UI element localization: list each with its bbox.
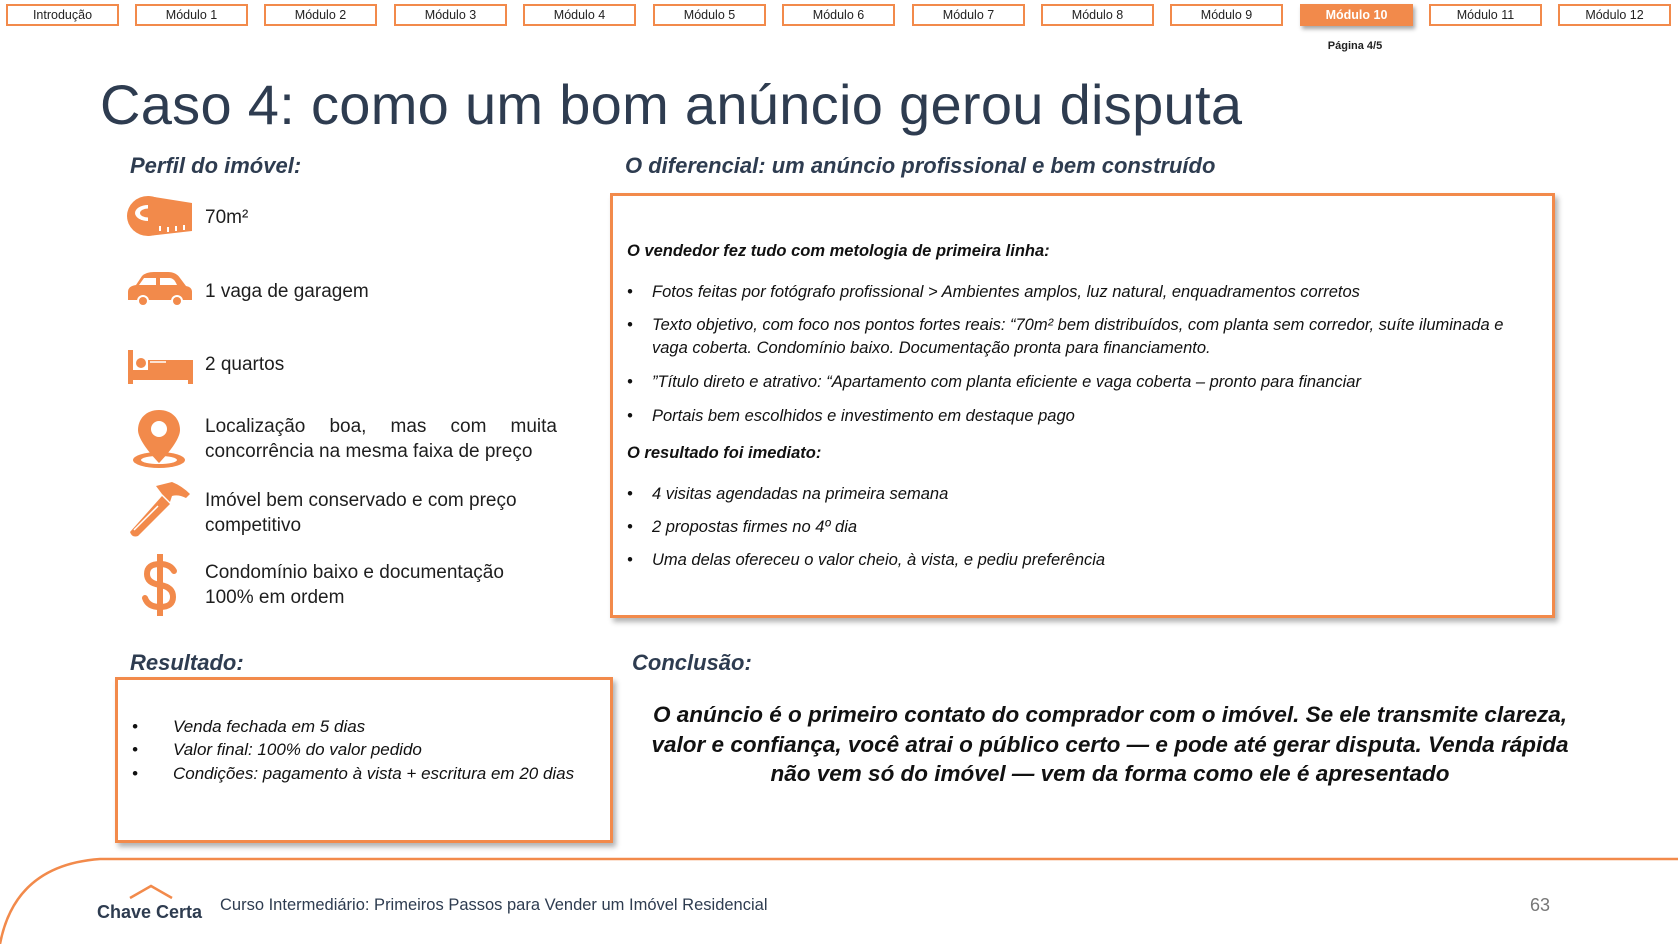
tab-modulo-4[interactable]: Módulo 4	[523, 4, 636, 26]
result-heading: Resultado:	[130, 650, 244, 675]
tape-measure-icon	[126, 193, 196, 244]
bed-icon	[126, 346, 194, 391]
differential-heading: O diferencial: um anúncio profissional e bem construído	[625, 153, 1216, 178]
profile-item-area: 70m²	[205, 207, 249, 228]
result-box	[115, 677, 613, 843]
tab-modulo-3[interactable]: Módulo 3	[394, 4, 507, 26]
result-item: • Valor final: 100% do valor pedido	[132, 740, 422, 759]
location-pin-icon	[130, 408, 188, 475]
profile-item-location: Localização boa, mas com muita concorrência na mesma faixa de preço	[205, 416, 557, 462]
result-item: • Venda fechada em 5 dias	[132, 717, 366, 736]
profile-item-condition: Imóvel bem conservado e com preço competitivo	[205, 490, 517, 536]
result-immediate-bullet: • Uma delas ofereceu o valor cheio, à vista, e pediu preferência	[627, 551, 1106, 569]
car-icon	[126, 270, 194, 315]
tab-modulo-11[interactable]: Módulo 11	[1429, 4, 1542, 26]
tab-modulo-12[interactable]: Módulo 12	[1558, 4, 1671, 26]
profile-heading: Perfil do imóvel:	[130, 153, 302, 178]
differential-bullet: • Portais bem escolhidos e investimento em destaque pago	[627, 407, 1075, 425]
tab-modulo-7[interactable]: Módulo 7	[912, 4, 1025, 26]
tab-modulo-10[interactable]: Módulo 10	[1300, 4, 1413, 26]
brand-logo: Chave Certa	[97, 902, 203, 922]
result-immediate-heading: O resultado foi imediato:	[627, 444, 822, 462]
slide-number: 63	[1530, 895, 1551, 915]
conclusion-heading: Conclusão:	[632, 650, 752, 675]
result-immediate-bullet: • 2 propostas firmes no 4º dia	[627, 518, 858, 536]
dollar-icon	[140, 553, 180, 622]
course-name: Curso Intermediário: Primeiros Passos para Vender um Imóvel Residencial	[220, 896, 768, 914]
tab-modulo-5[interactable]: Módulo 5	[653, 4, 766, 26]
tab-modulo-2[interactable]: Módulo 2	[264, 4, 377, 26]
tab-modulo-6[interactable]: Módulo 6	[782, 4, 895, 26]
differential-intro: O vendedor fez tudo com metologia de primeira linha:	[627, 242, 1050, 260]
tab-modulo-9[interactable]: Módulo 9	[1170, 4, 1283, 26]
tab-modulo-1[interactable]: Módulo 1	[135, 4, 248, 26]
conclusion-text: O anúncio é o primeiro contato do comprador com o imóvel. Se ele transmite clareza, valor e confiança, você atrai o público certo — e pode até gerar disputa. Venda rápida não vem só do imóvel — vem da forma como ele é apresentado	[651, 702, 1569, 786]
page-indicator: Página 4/5	[1327, 40, 1383, 52]
result-immediate-bullet: • 4 visitas agendadas na primeira semana	[627, 485, 949, 503]
tab-introducao[interactable]: Introdução	[6, 4, 119, 26]
differential-bullet: • Fotos feitas por fotógrafo profissional > Ambientes amplos, luz natural, enquadramentos corretos	[627, 283, 1360, 301]
result-item: • Condições: pagamento à vista + escritura em 20 dias	[132, 764, 575, 783]
differential-bullet: • Texto objetivo, com foco nos pontos fortes reais: “70m² bem distribuídos, com planta sem corredor, suíte iluminada e vaga coberta. Condomínio baixo. Documentação pronta para financiamento.	[627, 316, 1504, 357]
hammer-icon	[128, 480, 192, 543]
differential-bullet: • ”Título direto e atrativo: “Apartamento com planta eficiente e vaga coberta – pronto para financiar	[627, 373, 1361, 391]
profile-item-bedrooms: 2 quartos	[205, 354, 285, 375]
page-title: Caso 4: como um bom anúncio gerou disputa	[100, 73, 1243, 136]
differential-box	[610, 193, 1555, 618]
tab-modulo-8[interactable]: Módulo 8	[1041, 4, 1154, 26]
profile-item-documentation: Condomínio baixo e documentação 100% em ordem	[205, 562, 504, 608]
profile-item-parking: 1 vaga de garagem	[205, 281, 369, 302]
